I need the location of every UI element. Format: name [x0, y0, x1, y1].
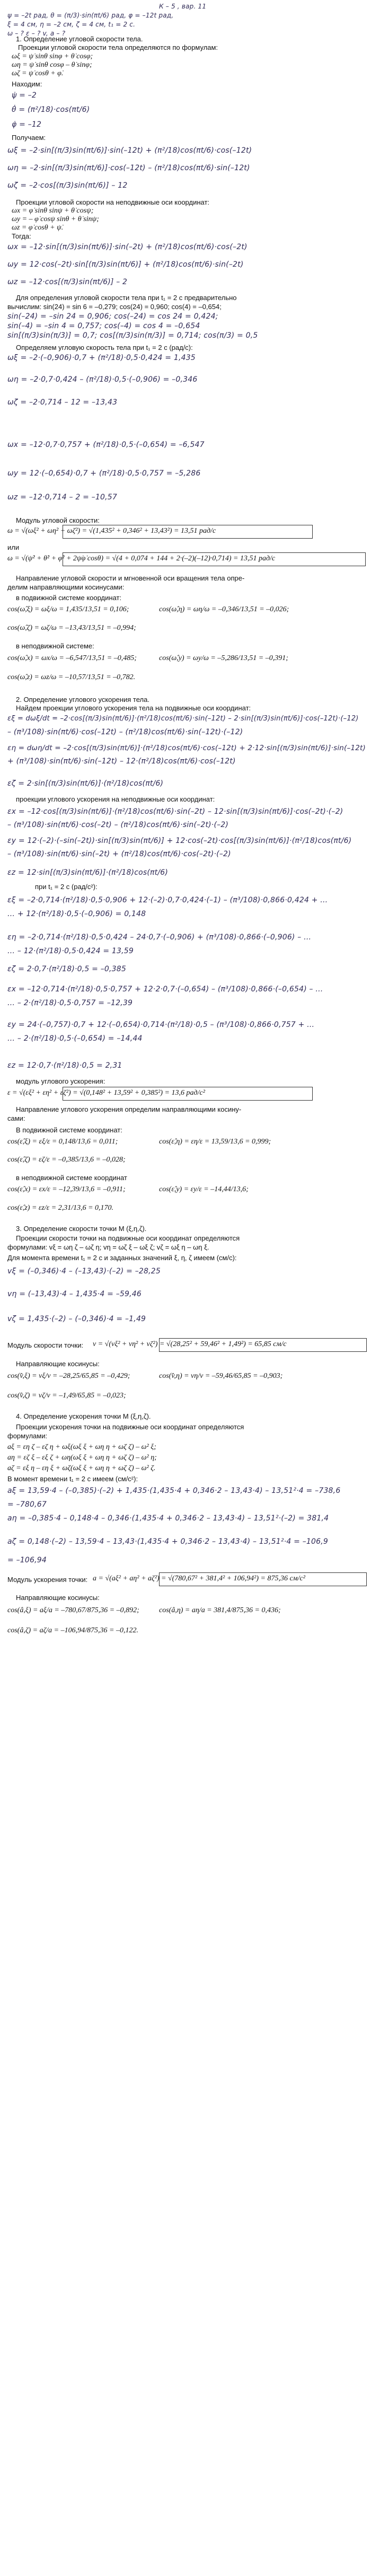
- handwritten-line: εζ = 2·sin[(π/3)sin(πt/6)]·(π²/18)cos(πt/6): [7, 779, 164, 788]
- formula-line: cos(ε̂,z) = εz/ε = 2,31/13,6 = 0,170.: [7, 1204, 114, 1212]
- text-line: формулами:: [7, 1432, 48, 1440]
- formula-line: cos(ε̂,ξ) = εξ/ε = 0,148/13,6 = 0,011;: [7, 1138, 118, 1146]
- handwritten-line: ωξ = –2·sin[(π/3)sin(πt/6)]·sin(–12t) + (π²/18)cos(πt/6)·cos(–12t): [7, 146, 252, 155]
- handwritten-line: ωη = –2·0,7·0,424 – (π²/18)·0,5·(–0,906) = –0,346: [7, 375, 198, 384]
- handwritten-line: = –780,67: [7, 1500, 47, 1509]
- formula-line: cos(â,ξ) = aξ/a = –780,67/875,36 = –0,892;: [7, 1606, 139, 1614]
- handwritten-line: ωy = 12·(–0,654)·0,7 + (π²/18)·0,5·0,757 = –5,286: [7, 469, 201, 478]
- handwritten-line: … – 2·(π²/18)·0,5·(–0,654) = –14,44: [7, 1034, 143, 1043]
- text-line: в подвижной системе координат:: [16, 594, 122, 602]
- handwritten-line: … + 12·(π²/18)·0,5·(–0,906) = 0,148: [7, 910, 146, 918]
- handwritten-line: ωz = –12·0,714 – 2 = –10,57: [7, 493, 117, 502]
- handwritten-line: ωζ = –2·0,714 – 12 = –13,43: [7, 398, 118, 407]
- handwritten-line: εξ = –2·0,714·(π²/18)·0,5·0,906 + 12·(–2)·0,7·0,424·(–1) – (π³/108)·0,866·0,424 + …: [7, 896, 328, 904]
- variant-label: К – 5 , вар. 11: [159, 3, 207, 10]
- formula-line: cos(â,η) = aη/a = 381,4/875,36 = 0,436;: [159, 1606, 281, 1614]
- handwritten-line: ψ̇ = –2: [12, 91, 37, 100]
- formula-line: cos(ε̂,y) = εy/ε = –14,44/13,6;: [159, 1185, 249, 1193]
- formula-line: ωx = φ̇ sinθ sinψ + θ̇ cosψ;: [12, 207, 94, 215]
- formula-line: ωη = ψ̇ sinθ cosφ – θ̇ sinφ;: [12, 61, 92, 69]
- handwritten-line: ωx = –12·0,7·0,757 + (π²/18)·0,5·(–0,654) = –6,547: [7, 441, 205, 449]
- handwritten-line: ωz = –12·cos[(π/3)sin(πt/6)] – 2: [7, 278, 128, 286]
- handwritten-line: vη = (–13,43)·4 – 1,435·4 = –59,46: [7, 1290, 142, 1298]
- handwritten-line: vζ = 1,435·(–2) – (–0,346)·4 = –1,49: [7, 1315, 146, 1323]
- section-heading: 1. Определение угловой скорости тела.: [16, 35, 143, 43]
- handwritten-line: sin[(π/3)sin(π/3)] = 0,7; cos[(π/3)sin(π/3)] = 0,714; cos(π/3) = 0,5: [7, 331, 258, 340]
- handwritten-line: εy = 12·(–2)·(–sin(–2t))·sin[(π/3)sin(πt/6)] + 12·cos(–2t)·cos[(π/3)sin(πt/6)]·(π²/18)cos(πt/6): [7, 837, 352, 845]
- formula-line: cos(ω̂,ξ) = ωξ/ω = 1,435/13,51 = 0,106;: [7, 605, 129, 613]
- formula-line: cos(ω̂,y) = ωy/ω = –5,286/13,51 = –0,391;: [159, 654, 288, 662]
- text-line: модуль углового ускорения:: [16, 1077, 105, 1085]
- formula-line: cos(ε̂,x) = εx/ε = –12,39/13,6 = –0,911;: [7, 1185, 126, 1193]
- text-line: Направление углового ускорения определим направляющими косину-: [16, 1105, 242, 1113]
- handwritten-line: + (π³/108)·sin(πt/6)·sin(–12t) – 12·(π²/18)cos(πt/6)·cos(–12t): [7, 757, 236, 766]
- handwritten-line: sin(–4) = –sin 4 = 0,757; cos(–4) = cos 4 = –0,654: [7, 322, 200, 330]
- formula-line: aξ = εη ζ – εζ η + ωξ(ωξ ξ + ωη η + ωζ ζ) – ω² ξ;: [7, 1443, 156, 1451]
- formula-line: ω = √(ψ̇² + θ̇² + φ̇² + 2ψ̇φ̇ cosθ) = √(4 + 0,074 + 144 + 2·(–2)(–12)·0,714) = 13,51 рад/с: [7, 555, 276, 562]
- text-line: или: [7, 543, 20, 551]
- handwritten-line: … – 12·(π²/18)·0,5·0,424 = 13,59: [7, 947, 134, 955]
- text-line: Направление угловой скорости и мгновенной оси вращения тела опре-: [16, 574, 245, 582]
- handwritten-line: εη = dωη/dt = –2·cos[(π/3)sin(πt/6)]·(π²/18)cos(πt/6)·cos(–12t) + 2·12·sin[(π/3)sin(πt/6)]·sin(–12t): [7, 744, 366, 752]
- text-line: Тогда:: [12, 232, 31, 240]
- text-line: Находим:: [12, 80, 42, 88]
- text-line: В подвижной системе координат:: [16, 1126, 122, 1134]
- text-line: Проекции скорости точки на подвижные оси координат определяются: [16, 1234, 240, 1242]
- handwritten-line: εη = –2·0,714·(π²/18)·0,5·0,424 – 24·0,7·(–0,906) + (π³/108)·0,866·(–0,906) – …: [7, 933, 312, 942]
- text-line: сами:: [7, 1114, 25, 1122]
- formula-line: cos(v̂,ζ) = vζ/v = –1,49/65,85 = –0,023;: [7, 1392, 126, 1400]
- formula-line: ωz = φ̇ cosθ + ψ̇.: [12, 224, 64, 232]
- handwritten-line: – (π³/108)·sin(πt/6)·sin(–2t) + (π²/18)cos(πt/6)·cos(–2t)·(–2): [7, 850, 231, 858]
- text-line: Проекции угловой скорости тела определяются по формулам:: [18, 43, 218, 51]
- handwritten-line: aζ = 0,148·(–2) – 13,59·4 – 13,43·(1,435·4 + 0,346·2 – 13,43·4) – 13,51²·4 = –106,9: [7, 1537, 328, 1546]
- text-line: Проекции ускорения точки на подвижные оси координат определяются: [16, 1423, 244, 1431]
- text-line: делим направляющими косинусами:: [7, 583, 125, 591]
- formula-line: v = √(vξ² + vη² + vζ²) = √(28,25² + 59,46² + 1,49²) = 65,85 см/с: [93, 1340, 287, 1348]
- text-line: при t₁ = 2 с (рад/с²):: [35, 883, 98, 891]
- text-line: в неподвижной системе:: [16, 642, 94, 650]
- text-line: вычислим: sin(24) = sin 6 = –0,279; cos(24) = 0,960; cos(4) = –0,654;: [7, 303, 222, 311]
- handwritten-line: vξ = (–0,346)·4 – (–13,43)·(–2) = –28,25: [7, 1267, 161, 1276]
- formula-line: cos(ω̂,ζ) = ωζ/ω = –13,43/13,51 = –0,994;: [7, 624, 136, 632]
- formula-line: cos(ω̂,z) = ωz/ω = –10,57/13,51 = –0,782.: [7, 673, 136, 681]
- formula-line: ε = √(εξ² + εη² + εζ²) = √(0,148² + 13,59² + 0,385²) = 13,6 рад/с²: [7, 1089, 205, 1097]
- handwritten-line: εz = 12·sin[(π/3)sin(πt/6)]·(π²/18)cos(πt/6): [7, 868, 169, 877]
- handwritten-line: aη = –0,385·4 – 0,148·4 – 0,346·(1,435·4 + 0,346·2 – 13,43·4) – 13,51²·(–2) = 381,4: [7, 1514, 329, 1523]
- handwritten-line: ωη = –2·sin[(π/3)sin(πt/6)]·cos(–12t) – (π²/18)cos(πt/6)·sin(–12t): [7, 164, 250, 172]
- text-line: Проекции угловой скорости на неподвижные оси координат:: [16, 198, 210, 206]
- text-line: Для определения угловой скорости тела при t₁ = 2 с предварительно: [16, 294, 237, 302]
- formula-line: cos(ω̂,x) = ωx/ω = –6,547/13,51 = –0,485;: [7, 654, 137, 662]
- text-line: Определяем угловую скорость тела при t₁ = 2 с (рад/с):: [16, 344, 193, 351]
- handwritten-line: ωξ = –2·(–0,906)·0,7 + (π²/18)·0,5·0,424 = 1,435: [7, 354, 196, 362]
- handwritten-line: … – 2·(π²/18)·0,5·0,757 = –12,39: [7, 999, 133, 1007]
- handwritten-line: ωy = 12·cos(–2t)·sin[(π/3)sin(πt/6)] + (π²/18)cos(πt/6)·sin(–2t): [7, 260, 244, 269]
- formula-line: cos(ε̂,η) = εη/ε = 13,59/13,6 = 0,999;: [159, 1138, 271, 1146]
- formula-line: ω = √(ωξ² + ωη² + ωζ²) = √(1,435² + 0,346² + 13,43²) = 13,51 рад/с: [7, 527, 216, 535]
- text-line: проекции углового ускорения на неподвижные оси координат:: [16, 795, 215, 803]
- text-line: Получаем:: [12, 134, 46, 142]
- formula-line: a = √(aξ² + aη² + aζ²) = √(780,67² + 381,4² + 106,94²) = 875,36 см/с²: [93, 1575, 305, 1582]
- text-line: Для момента времени t₁ = 2 с и заданных значений ξ, η, ζ имеем (см/с):: [7, 1254, 237, 1262]
- given-point-coords: ξ = 4 см, η = –2 см, ζ = 4 см, t₁ = 2 с.: [7, 21, 136, 28]
- text-line: Модуль угловой скорости:: [16, 516, 100, 524]
- handwritten-line: ωζ = –2·cos[(π/3)sin(πt/6)] – 12: [7, 181, 128, 190]
- handwritten-line: εy = 24·(–0,757)·0,7 + 12·(–0,654)·0,714·(π²/18)·0,5 – (π³/108)·0,866·0,757 + …: [7, 1021, 315, 1029]
- handwritten-line: εζ = 2·0,7·(π²/18)·0,5 = –0,385: [7, 965, 127, 973]
- formula-line: ωξ = ψ̇ sinθ sinφ + θ̇ cosφ;: [12, 52, 93, 60]
- text-line: Модуль ускорения точки:: [7, 1576, 88, 1584]
- handwritten-line: ωx = –12·sin[(π/3)sin(πt/6)]·sin(–2t) + (π²/18)cos(πt/6)·cos(–2t): [7, 243, 248, 251]
- handwritten-line: εz = 12·0,7·(π²/18)·0,5 = 2,31: [7, 1061, 122, 1070]
- handwritten-line: εx = –12·0,714·(π²/18)·0,5·0,757 + 12·2·0,7·(–0,654) – (π³/108)·0,866·(–0,654) – …: [7, 985, 323, 994]
- formula-line: cos(v̂,η) = vη/v = –59,46/65,85 = –0,903;: [159, 1372, 283, 1380]
- formula-line: cos(ε̂,ζ) = εζ/ε = –0,385/13,6 = –0,028;: [7, 1156, 126, 1164]
- text-line: Направляющие косинусы:: [16, 1594, 100, 1602]
- text-line: Модуль скорости точки:: [7, 1341, 84, 1349]
- text-line: Найдем проекции углового ускорения тела на подвижные оси координат:: [16, 704, 251, 712]
- handwritten-line: εξ = dωξ/dt = –2·cos[(π/3)sin(πt/6)]·(π²/18)cos(πt/6)·sin(–12t) – 2·sin[(π/3)sin(πt/6)]·cos(–12t)·(–12): [7, 715, 359, 723]
- section-heading: 2. Определение углового ускорения тела.: [16, 696, 149, 704]
- handwritten-line: aξ = 13,59·4 – (–0,385)·(–2) + 1,435·(1,435·4 + 0,346·2 – 13,43·4) – 13,51²·4 = –738,6: [7, 1487, 341, 1495]
- given-angles: ψ = –2t рад, θ = (π/3)·sin(πt/6) рад, φ = –12t рад,: [7, 12, 174, 19]
- handwritten-line: θ̇ = (π²/18)·cos(πt/6): [12, 105, 90, 114]
- text-line: в неподвижной системе координат: [16, 1174, 127, 1182]
- text-line: В момент времени t₁ = 2 с имеем (см/с²):: [7, 1475, 138, 1483]
- handwritten-line: – (π³/108)·sin(πt/6)·cos(–2t) – (π²/18)cos(πt/6)·sin(–2t)·(–2): [7, 821, 229, 829]
- formula-line: cos(v̂,ξ) = vξ/v = –28,25/65,85 = –0,429;: [7, 1372, 130, 1380]
- formula-line: aζ = εξ η – εη ξ + ωζ(ωξ ξ + ωη η + ωζ ζ) – ω² ζ.: [7, 1464, 156, 1472]
- handwritten-line: – (π³/108)·sin(πt/6)·cos(–12t) – (π²/18)cos(πt/6)·sin(–12t)·(–12): [7, 728, 243, 736]
- handwritten-line: = –106,94: [7, 1556, 47, 1564]
- formula-line: cos(ω̂,η) = ωη/ω = –0,346/13,51 = –0,026;: [159, 605, 289, 613]
- handwritten-line: φ̇ = –12: [12, 120, 42, 129]
- formula-line: ωζ = ψ̇ cosθ + φ̇.: [12, 69, 64, 77]
- text-line: формулами: vξ = ωη ζ – ωζ η; vη = ωζ ξ – ωξ ζ; vζ = ωξ η – ωη ξ.: [7, 1243, 209, 1251]
- formula-line: ωy = – φ̇ cosψ sinθ + θ̇ sinψ;: [12, 215, 99, 223]
- section-heading: 4. Определение ускорения точки M (ξ,η,ζ).: [16, 1412, 151, 1420]
- formula-line: cos(â,ζ) = aζ/a = –106,94/875,36 = –0,122.: [7, 1627, 138, 1634]
- section-heading: 3. Определение скорости точки M (ξ,η,ζ).: [16, 1225, 147, 1233]
- handwritten-line: εx = –12·cos[(π/3)sin(πt/6)]·(π²/18)cos(πt/6)·sin(–2t) – 12·sin[(π/3)sin(πt/6)]·cos(–2t)·(–2): [7, 807, 343, 816]
- handwritten-line: sin(–24) = –sin 24 = 0,906; cos(–24) = cos 24 = 0,424;: [7, 312, 218, 321]
- text-line: Направляющие косинусы:: [16, 1360, 100, 1368]
- formula-line: aη = εζ ξ – εξ ζ + ωη(ωξ ξ + ωη η + ωζ ζ) – ω² η;: [7, 1454, 157, 1462]
- unknowns: ω – ? ε – ? v, a – ?: [7, 30, 66, 37]
